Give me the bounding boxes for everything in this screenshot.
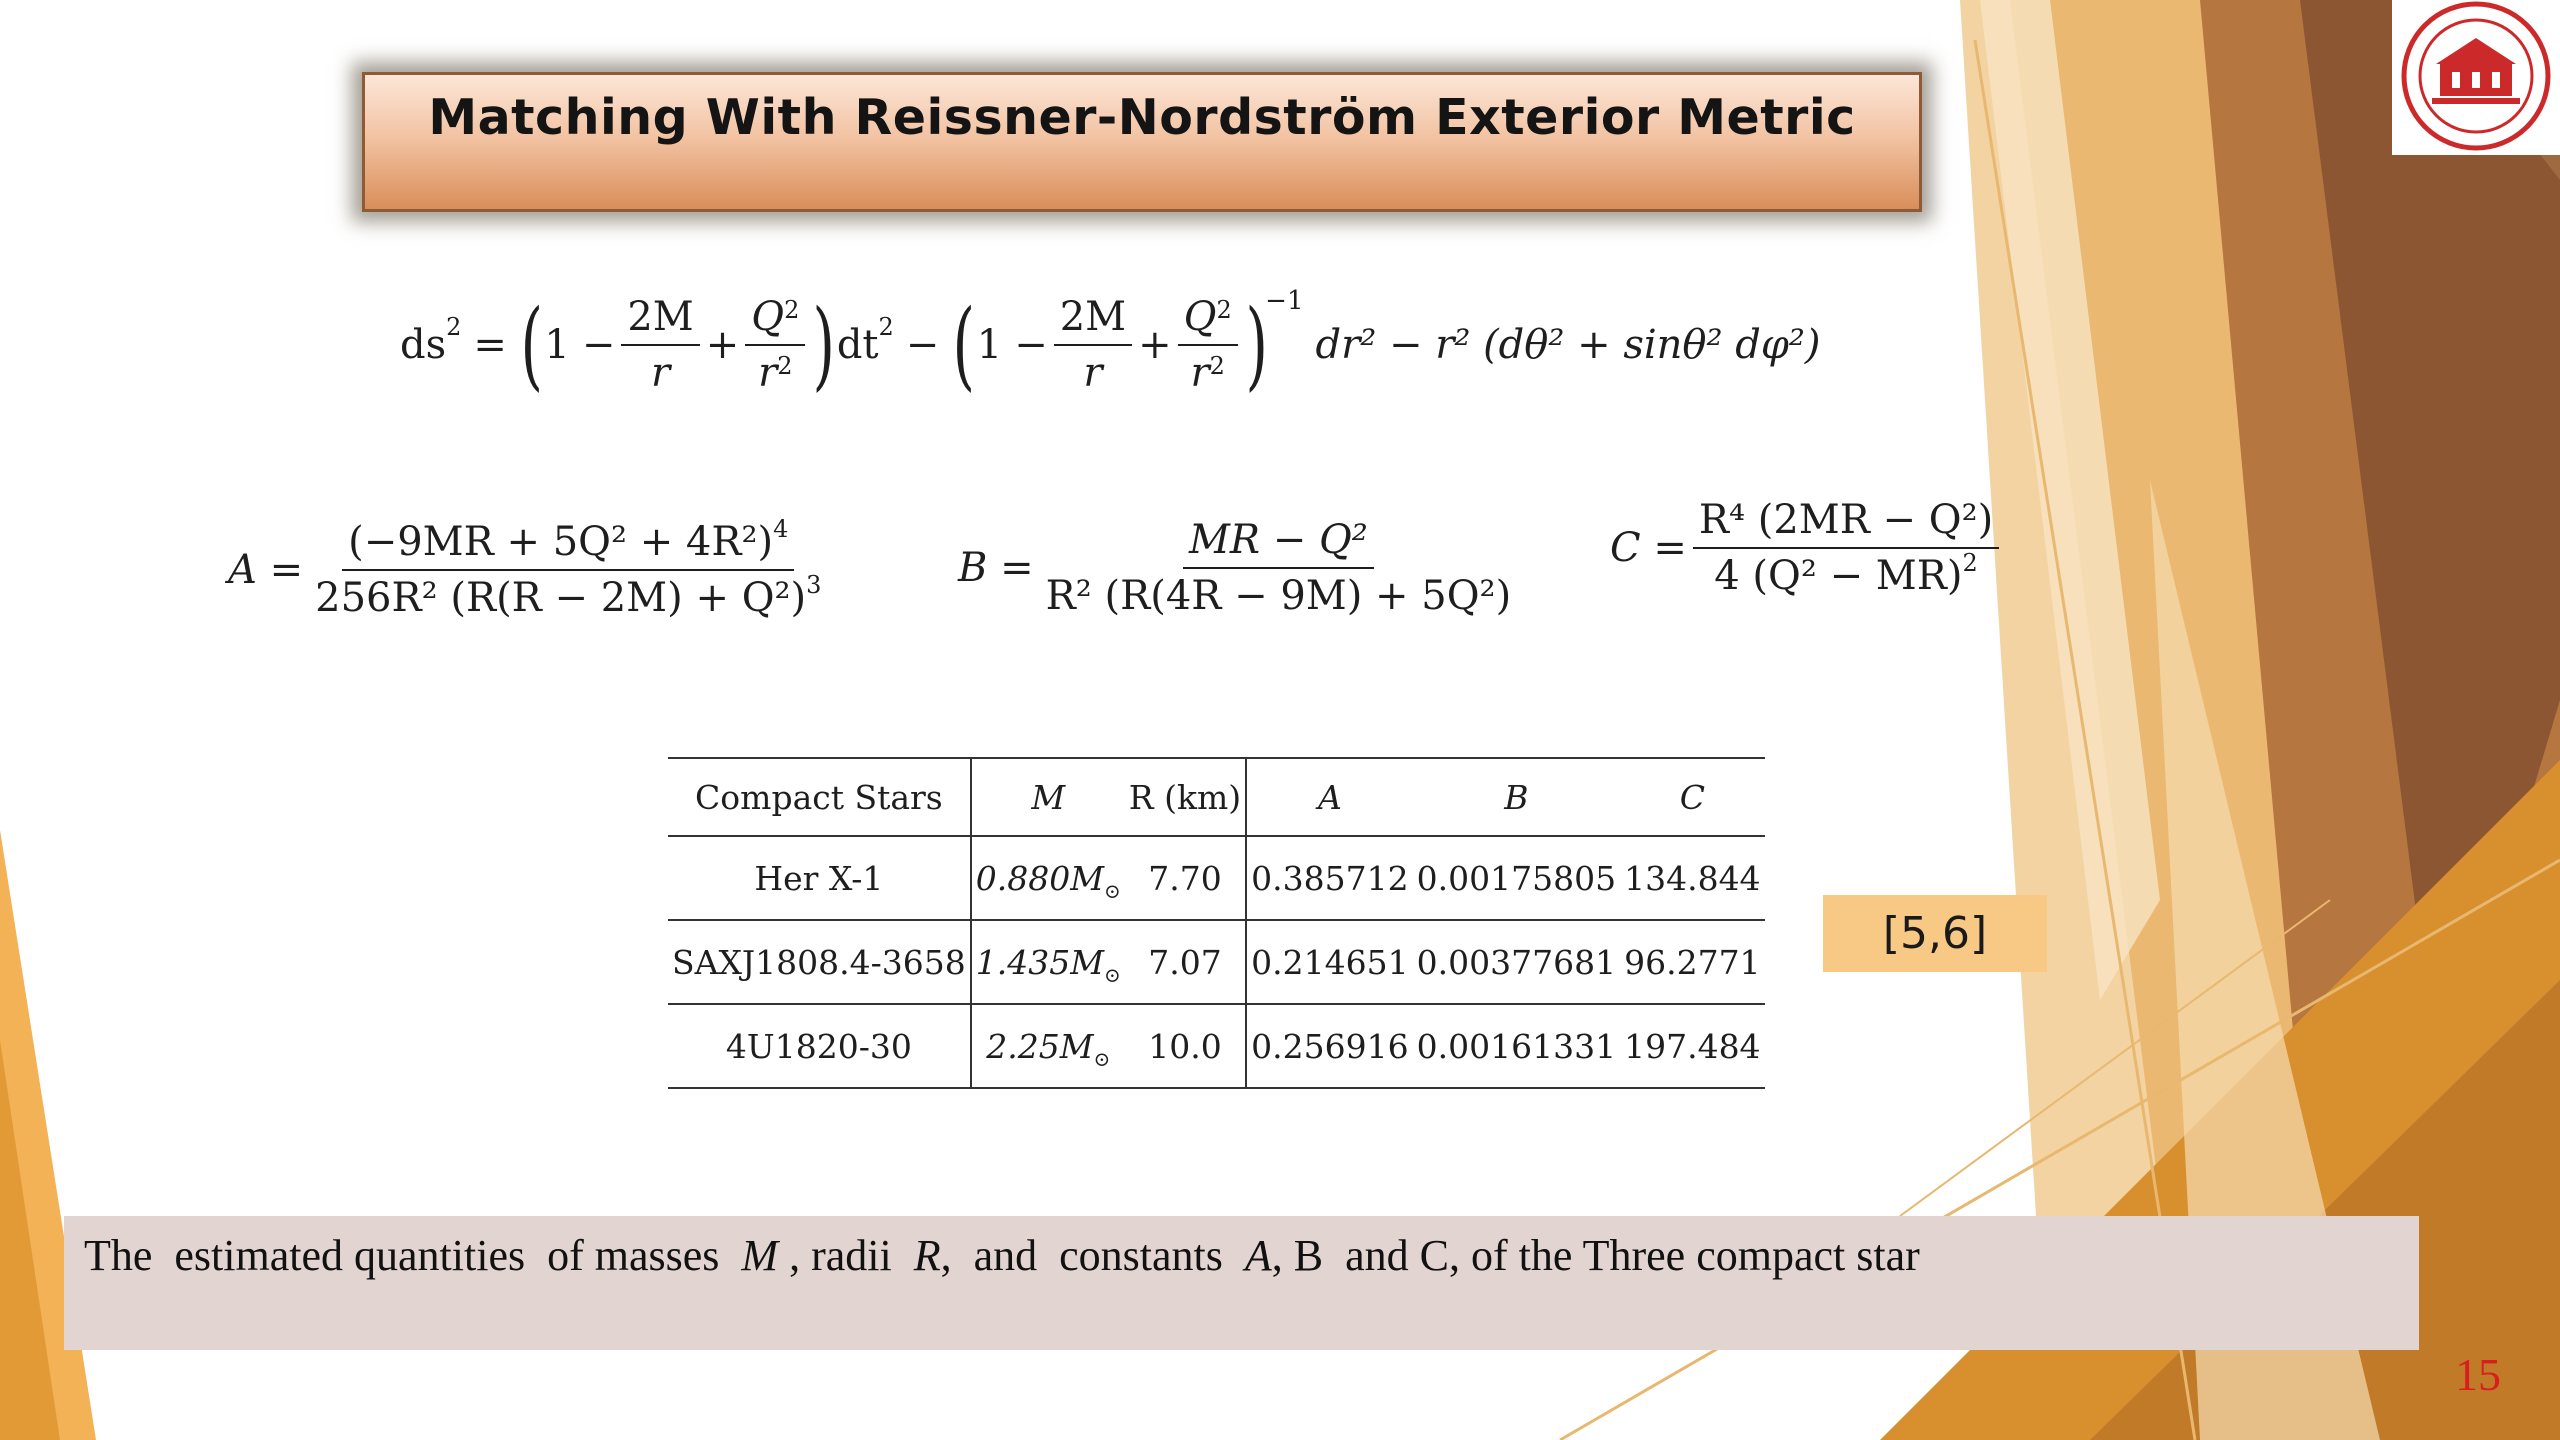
metric-lhs-sup: 2 bbox=[446, 313, 462, 341]
cell-star: 4U1820-30 bbox=[668, 1004, 971, 1088]
fraction-q2-over-r2-2: $\frac{Q^2}{r^2}$ bbox=[1178, 294, 1238, 396]
title-banner bbox=[362, 72, 1922, 212]
compact-stars-table bbox=[668, 757, 1765, 1089]
metric-tail: dr² − r² (dθ² + sinθ² dφ²) bbox=[1315, 322, 1821, 368]
table-header-row bbox=[668, 758, 1765, 836]
cell-m: $1.435M_⊙$ bbox=[975, 942, 1121, 987]
cell-r: 7.70 bbox=[1125, 836, 1246, 920]
fraction-q2-over-r2: $\frac{Q^2}{r^2}$ bbox=[745, 294, 805, 396]
equation-c bbox=[1610, 478, 2005, 618]
equation-b-fraction: $\frac{\text{MR − Q²}}{\text{R² (R(4R − 9M) + 5Q²)}}$ bbox=[1045, 517, 1512, 619]
metric-equals: = bbox=[473, 322, 507, 368]
page-number: 15 bbox=[2455, 1349, 2501, 1400]
cell-star: SAXJ1808.4-3658 bbox=[668, 920, 971, 1004]
equation-b bbox=[958, 498, 1523, 638]
university-logo bbox=[2392, 0, 2560, 155]
table-row bbox=[668, 1004, 1765, 1088]
cell-c: 134.844 bbox=[1624, 858, 1761, 898]
metric-minus: − bbox=[581, 322, 616, 368]
table-row bbox=[668, 836, 1765, 920]
header-r: R (km) bbox=[1125, 758, 1246, 836]
cell-a: 0.385712 bbox=[1251, 858, 1409, 898]
equation-b-lhs: B = bbox=[958, 545, 1034, 591]
equation-a-fraction: $\frac{(-9MR + 5Q^2 + 4R^2)^4}{256R^2 (R(R - 2M) + Q^2)^3}$ bbox=[315, 515, 822, 621]
header-m: M bbox=[1031, 777, 1066, 817]
header-a: A bbox=[1317, 777, 1342, 817]
header-compact-stars: Compact Stars bbox=[668, 758, 971, 836]
cell-b: 0.00161331 bbox=[1416, 1026, 1617, 1066]
metric-lhs: ds bbox=[400, 322, 447, 368]
fraction-2m-over-r: $\frac{2M}{r}$ bbox=[621, 294, 699, 396]
table-row bbox=[668, 920, 1765, 1004]
cell-a: 0.256916 bbox=[1251, 1026, 1409, 1066]
metric-plus: + bbox=[705, 322, 740, 368]
cell-star: Her X-1 bbox=[668, 836, 971, 920]
equation-c-lhs: C = bbox=[1610, 525, 1687, 571]
cell-r: 7.07 bbox=[1125, 920, 1246, 1004]
cell-r: 10.0 bbox=[1125, 1004, 1246, 1088]
metric-one: 1 bbox=[544, 322, 570, 368]
reference-box bbox=[1823, 895, 2047, 972]
cell-m: $2.25M_⊙$ bbox=[986, 1026, 1111, 1071]
cell-c: 197.484 bbox=[1624, 1026, 1761, 1066]
metric-equation: ds 2 = ( 1 − $\frac{2M}{r}$ + $\frac{Q^2}{r^2}$ ) dt 2 − ( 1 − $\frac{2M}{r}$ + $\frac{Q^2}{r^2}$ ) −1 dr² − r² (dθ² + sinθ² dφ²) bbox=[400, 286, 1821, 401]
equation-a-lhs: A = bbox=[228, 547, 304, 593]
cell-m: $0.880M_⊙$ bbox=[975, 858, 1121, 903]
cell-c: 96.2771 bbox=[1624, 942, 1761, 982]
header-b: B bbox=[1504, 777, 1529, 817]
metric-inverse: −1 bbox=[1265, 286, 1304, 316]
header-c: C bbox=[1679, 777, 1705, 817]
caption-bar bbox=[64, 1216, 2419, 1350]
cell-a: 0.214651 bbox=[1251, 942, 1409, 982]
university-seal-icon bbox=[2392, 0, 2560, 155]
caption-text: The estimated quantities of masses M , radii R, and constants A, B and C, of the Three compact star bbox=[84, 1231, 1920, 1280]
cell-b: 0.00175805 bbox=[1416, 858, 1617, 898]
equation-c-fraction: $\frac{\text{R⁴ (2MR − Q²)}}{4 (Q^2 - MR)^2}$ bbox=[1693, 497, 1999, 599]
cell-b: 0.00377681 bbox=[1416, 942, 1617, 982]
slide-title: Matching With Reissner-Nordström Exterior Metric bbox=[428, 89, 1856, 146]
equation-a bbox=[228, 500, 833, 640]
fraction-2m-over-r-2: $\frac{2M}{r}$ bbox=[1054, 294, 1132, 396]
metric-dt: dt bbox=[836, 322, 879, 368]
reference-text: [5,6] bbox=[1882, 908, 1988, 959]
